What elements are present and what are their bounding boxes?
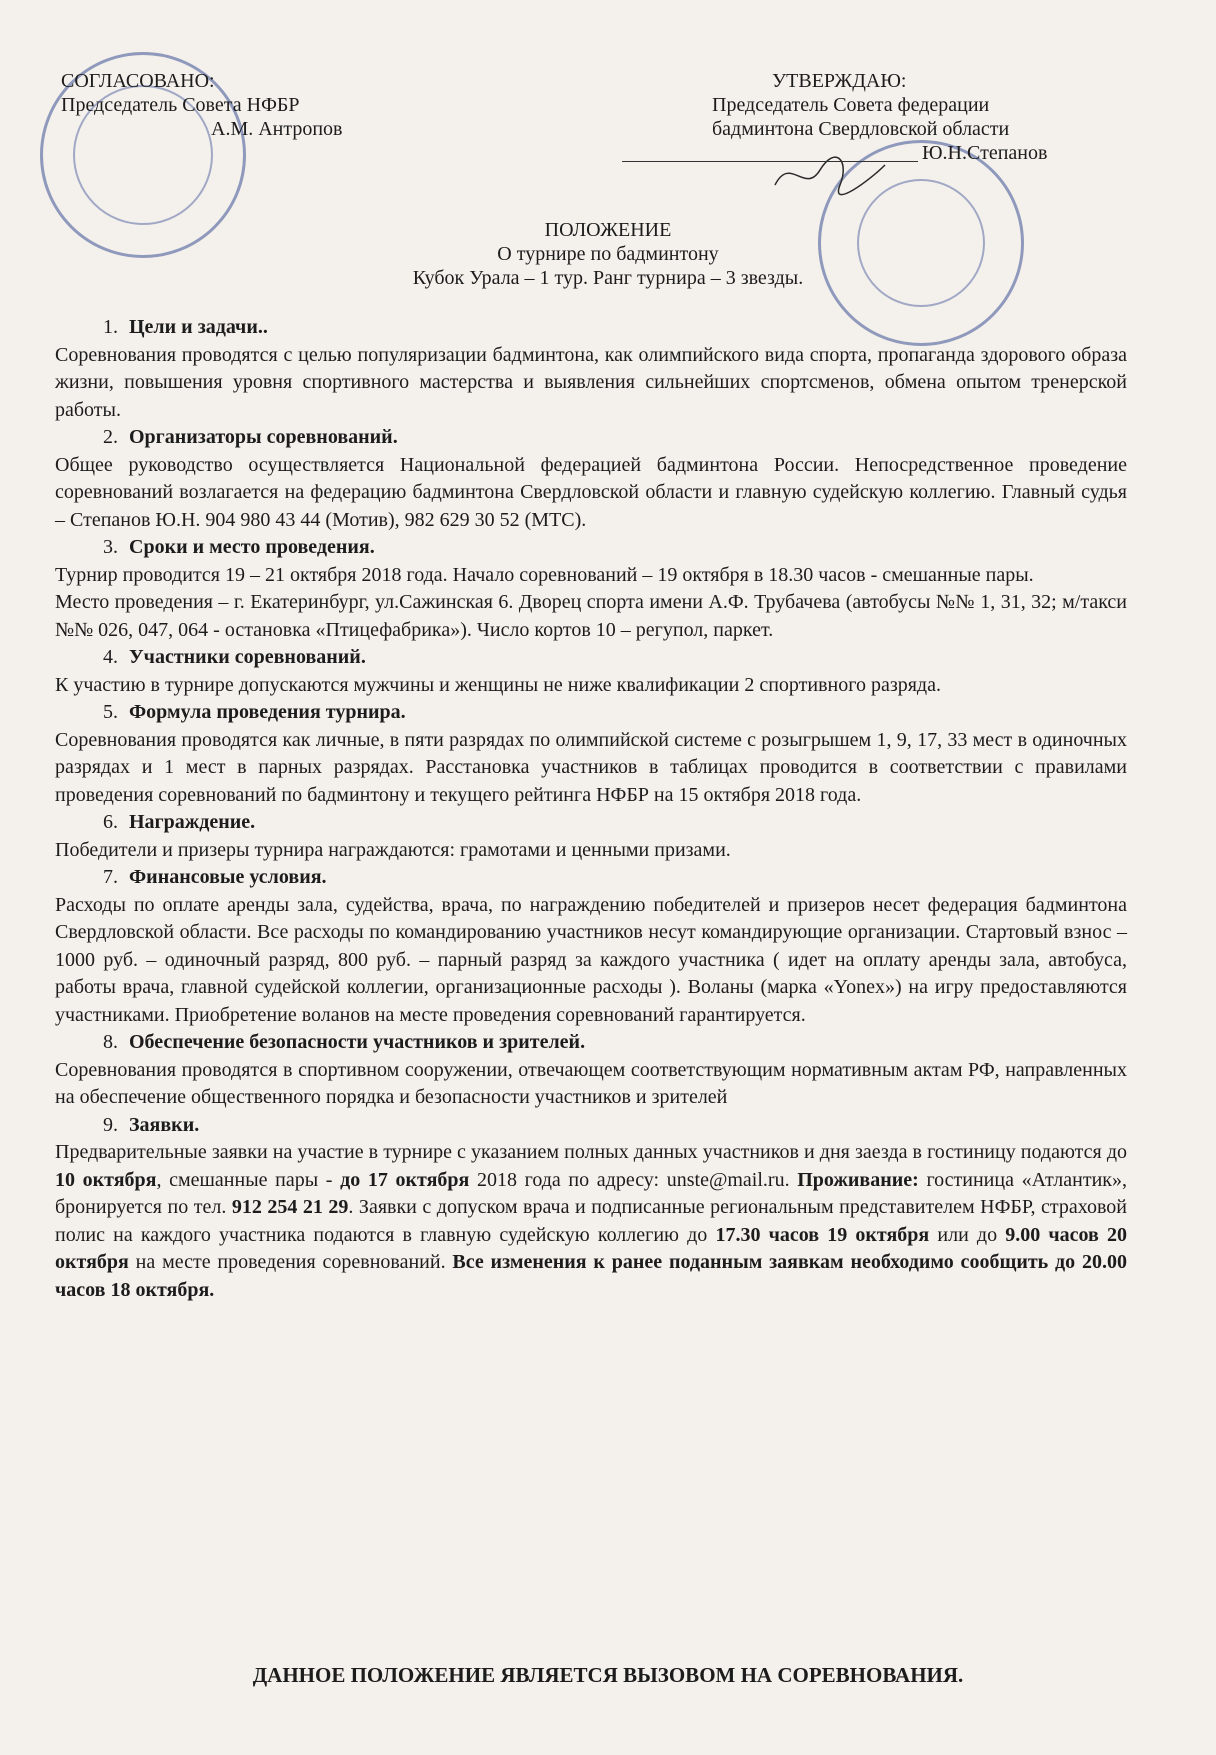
section-text-8: Соревнования проводятся в спортивном сооружении, отвечающем соответствующим нормативным актам РФ, направленных на обеспечение общественного порядка и безопасности участников и зрителей xyxy=(55,1058,1127,1108)
approval-label: СОГЛАСОВАНО: xyxy=(61,70,215,92)
approve-signature-line xyxy=(712,141,1047,165)
signature-underline xyxy=(622,141,918,162)
section-text-9: Предварительные заявки на участие в турнире с указанием полных данных участников и дня заезда в гостиницу подаются до 10 октября, смешанные пары - до 17 октября 2018 года по адресу: unste@mail.ru. Проживание: гостиница «Атлантик», бронируется по тел. 912 254 21 29. Заявки с допуском врача и подписанные региональным представителем НФБР, страховой полис на каждого участника подаются в главную судейскую коллегию до 17.30 часов 19 октября или до 9.00 часов 20 октября на месте проведения соревнований. Все изменения к ранее поданным заявкам необходимо сообщить до 20.00 часов 18 октября. xyxy=(55,1141,1128,1301)
section-heading-5: 5. Формула проведения турнира. xyxy=(103,701,406,723)
section-text-7: Расходы по оплате аренды зала, судейства, врача, по награждению победителей и призеров несет федерация бадминтона Свердловской области. Все расходы по командированию участников несут командирующие организации. Стартовый взнос – 1000 руб. – одиночный разряд, 800 руб. – парный разряд за каждого участника ( идет на оплату аренды зала, автобуса, работы врача, главной судейской коллегии, организационные расходы ). Воланы (марка «Yonex») на игру предоставляются участниками. Приобретение воланов на месте проведения соревнований гарантируется. xyxy=(55,893,1127,1026)
section-text-3a: Турнир проводится 19 – 21 октября 2018 года. Начало соревнований – 19 октября в 18.30 часов - смешанные пары. xyxy=(55,563,1034,586)
section-heading-4: 4. Участники соревнований. xyxy=(103,646,366,668)
section-heading-8: 8. Обеспечение безопасности участников и зрителей. xyxy=(103,1031,586,1053)
approval-position: Председатель Совета НФБР xyxy=(61,94,300,116)
document-body xyxy=(55,314,1127,1304)
approve-position-line1: Председатель Совета федерации xyxy=(712,94,990,116)
document-footer: ДАННОЕ ПОЛОЖЕНИЕ ЯВЛЯЕТСЯ ВЫЗОВОМ НА СОРЕВНОВАНИЯ. xyxy=(252,1663,964,1687)
approve-position-line2: бадминтона Свердловской области xyxy=(712,118,1010,140)
approval-signatory: А.М. Антропов xyxy=(211,118,343,140)
section-heading-7: 7. Финансовые условия. xyxy=(103,866,327,888)
approval-block-right xyxy=(712,69,1047,165)
approve-signatory: Ю.Н.Степанов xyxy=(922,142,1048,164)
approval-block-left xyxy=(61,69,343,141)
section-heading-2: 2. Организаторы соревнований. xyxy=(103,426,398,448)
section-text-5: Соревнования проводятся как личные, в пяти разрядах по олимпийской системе с розыгрышем 1, 9, 17, 33 мест в одиночных разрядах и 1 мест в парных разрядах. Расстановка участников в таблицах проводится в соответствии с правилами проведения соревнований по бадминтону и текущего рейтинга НФБР на 15 октября 2018 года. xyxy=(55,728,1127,806)
section-heading-6: 6. Награждение. xyxy=(103,811,256,833)
section-text-1: Соревнования проводятся с целью популяризации бадминтона, как олимпийского вида спорта, пропаганда здорового образа жизни, повышения уровня спортивного мастерства и выявления сильнейших спортсменов, обмена опытом тренерской работы. xyxy=(55,343,1127,421)
title-line1: ПОЛОЖЕНИЕ xyxy=(544,219,672,241)
document-title xyxy=(0,218,1216,290)
section-text-3b: Место проведения – г. Екатеринбург, ул.Сажинская 6. Дворец спорта имени А.Ф. Трубачева (автобусы №№ 1, 31, 32; м/такси №№ 026, 047, 064 - остановка «Птицефабрика»). Число кортов 10 – регупол, паркет. xyxy=(55,591,1127,641)
section-text-2: Общее руководство осуществляется Национальной федерацией бадминтона России. Непосредственное проведение соревнований возлагается на федерацию бадминтона Свердловской области и главную судейскую коллегию. Главный судья – Степанов Ю.Н. 904 980 43 44 (Мотив), 982 629 30 52 (МТС). xyxy=(55,453,1127,531)
section-heading-1: 1. Цели и задачи.. xyxy=(103,316,268,338)
section-text-4: К участию в турнире допускаются мужчины и женщины не ниже квалификации 2 спортивного разряда. xyxy=(55,673,941,696)
section-heading-9: 9. Заявки. xyxy=(103,1113,200,1136)
section-text-6: Победители и призеры турнира награждаются: грамотами и ценными призами. xyxy=(55,838,731,861)
title-line2: О турнире по бадминтону xyxy=(497,243,719,265)
title-line3: Кубок Урала – 1 тур. Ранг турнира – 3 звезды. xyxy=(412,267,804,289)
section-heading-3: 3. Сроки и место проведения. xyxy=(103,536,375,558)
approve-label: УТВЕРЖДАЮ: xyxy=(772,70,907,92)
